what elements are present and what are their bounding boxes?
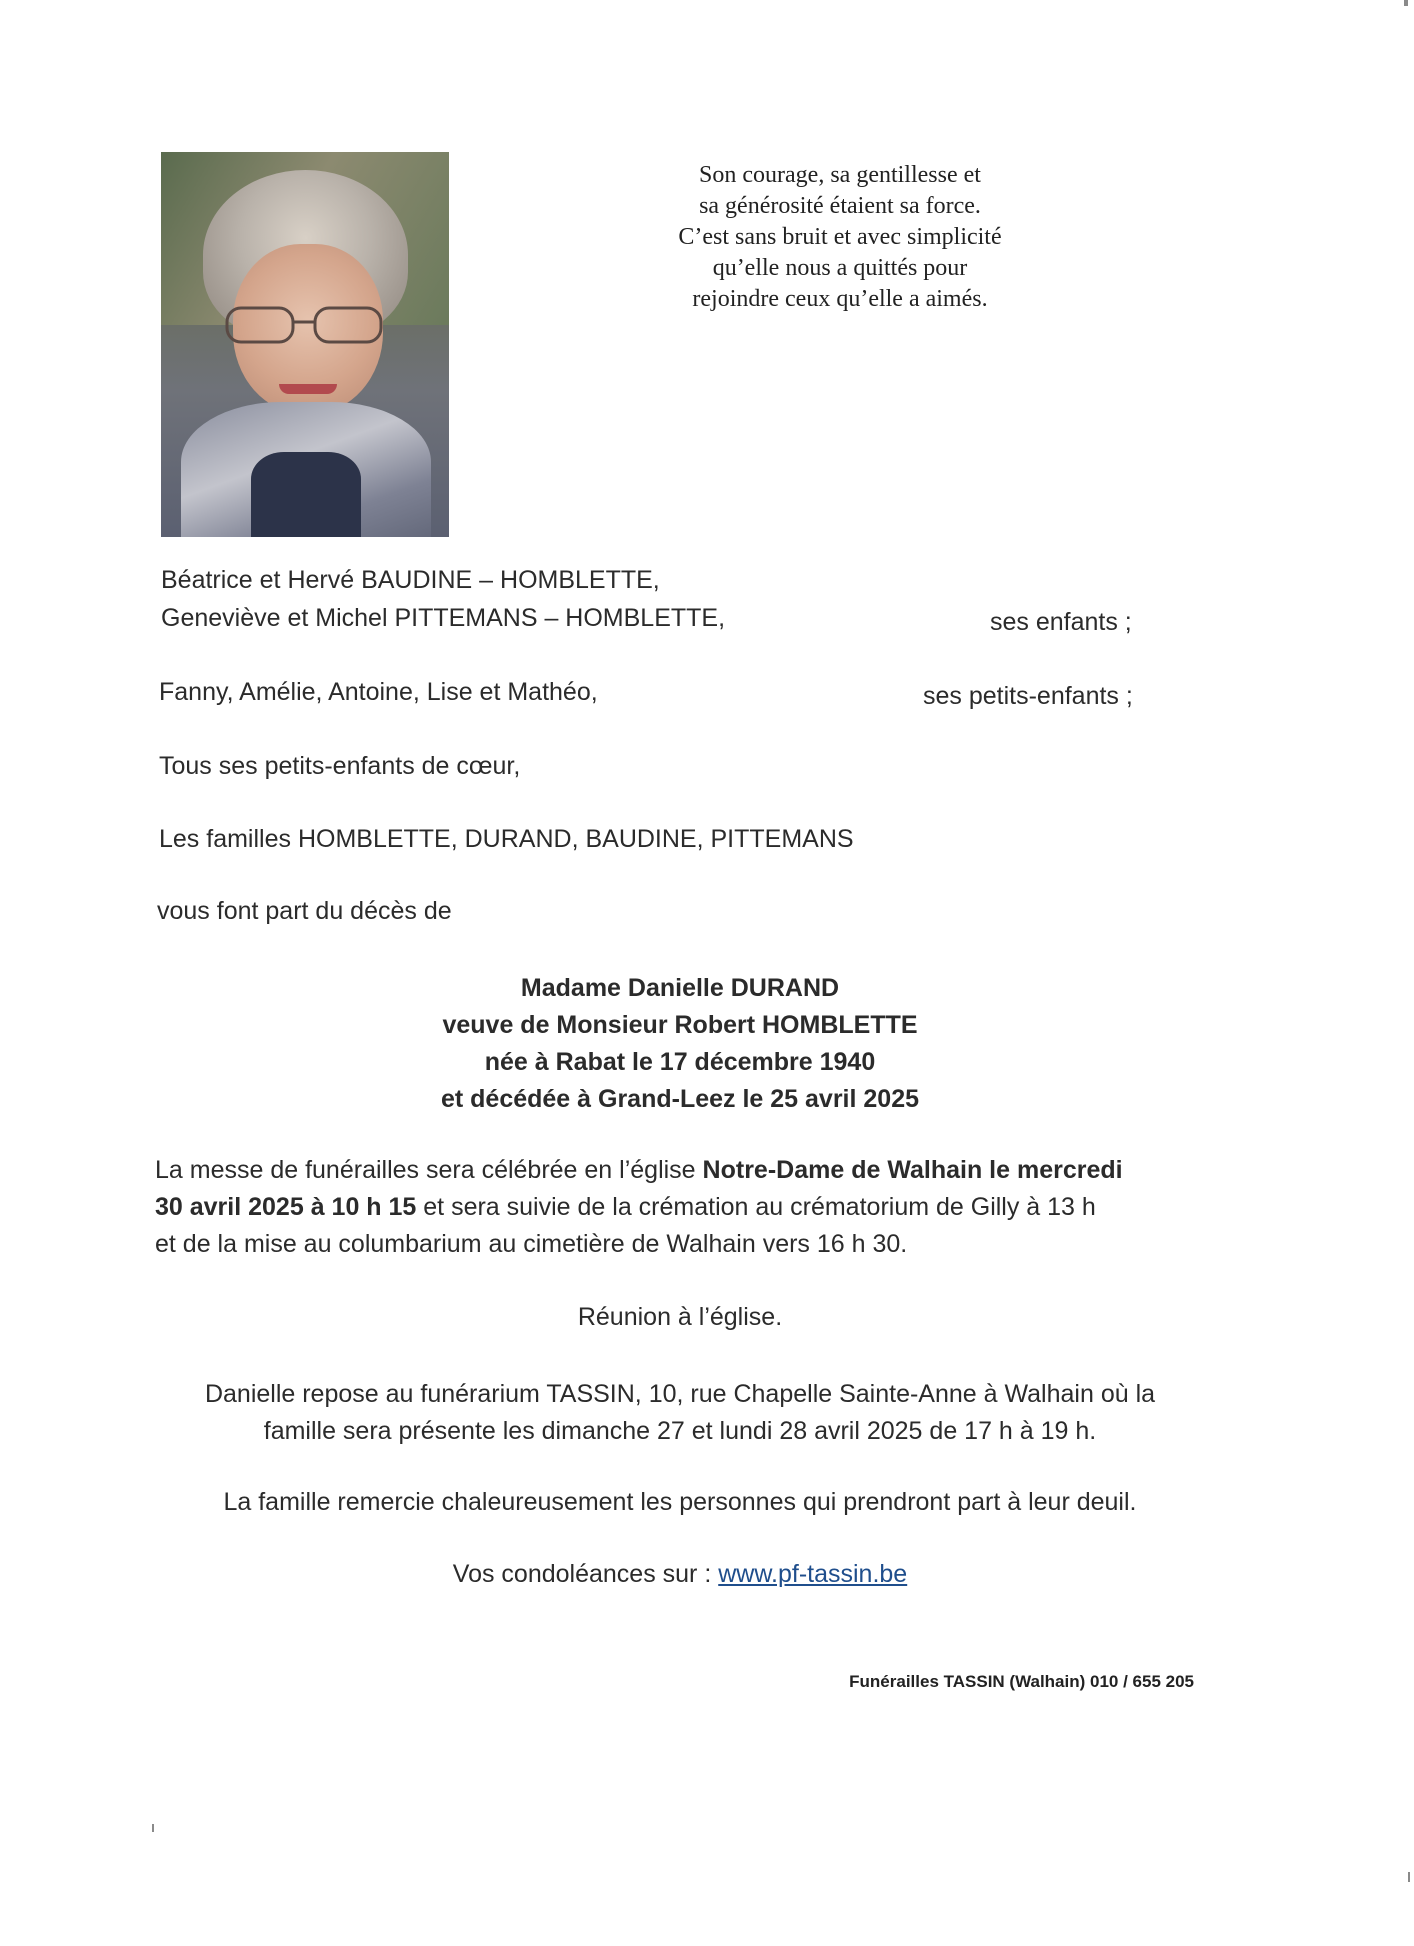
funeral-text: et de la mise au columbarium au cimetière de Walhain vers 16 h 30. xyxy=(155,1230,908,1258)
scan-speck xyxy=(1404,0,1408,6)
grandchildren-line: Fanny, Amélie, Antoine, Lise et Mathéo, xyxy=(159,678,598,706)
rest-paragraph xyxy=(140,1376,1220,1450)
deceased-block xyxy=(300,970,1060,1118)
children-line-2: Geneviève et Michel PITTEMANS – HOMBLETTE, xyxy=(161,604,726,632)
children-role: ses enfants ; xyxy=(990,608,1132,636)
poem-line: sa générosité étaient sa force. xyxy=(699,193,981,219)
portrait-photo xyxy=(161,152,449,537)
funeral-church: Notre-Dame de Walhain le mercredi xyxy=(702,1156,1123,1184)
deceased-died: et décédée à Grand-Leez le 25 avril 2025 xyxy=(440,1085,920,1113)
poem-line: rejoindre ceux qu’elle a aimés. xyxy=(692,286,988,312)
photo-mouth xyxy=(279,384,337,394)
photo-sweater xyxy=(251,452,361,537)
thanks-text: La famille remercie chaleureusement les personnes qui prendront part à leur deuil. xyxy=(223,1488,1137,1516)
rest-line: famille sera présente les dimanche 27 et lundi 28 avril 2025 de 17 h à 19 h. xyxy=(263,1417,1097,1445)
funeral-date: 30 avril 2025 à 10 h 15 xyxy=(155,1193,417,1221)
condolences-link[interactable]: www.pf-tassin.be xyxy=(718,1560,908,1588)
heart-grandchildren-line: Tous ses petits-enfants de cœur, xyxy=(159,752,521,780)
poem-line: Son courage, sa gentillesse et xyxy=(699,162,981,188)
children-line-1: Béatrice et Hervé BAUDINE – HOMBLETTE, xyxy=(161,566,660,594)
meeting-line xyxy=(140,1299,1220,1336)
rest-line: Danielle repose au funérarium TASSIN, 10, rue Chapelle Sainte-Anne à Walhain où la xyxy=(204,1380,1156,1408)
poem-line: C’est sans bruit et avec simplicité xyxy=(678,224,1002,250)
thanks-line xyxy=(140,1484,1220,1521)
deceased-widow: veuve de Monsieur Robert HOMBLETTE xyxy=(442,1011,918,1039)
deceased-born: née à Rabat le 17 décembre 1940 xyxy=(484,1048,876,1076)
condolences-label: Vos condoléances sur : xyxy=(452,1560,719,1588)
announce-line: vous font part du décès de xyxy=(157,897,452,925)
photo-glasses xyxy=(217,302,393,350)
meeting-text: Réunion à l’église. xyxy=(577,1303,783,1331)
poem-line: qu’elle nous a quittés pour xyxy=(712,255,968,281)
scan-speck xyxy=(152,1824,154,1832)
funeral-paragraph xyxy=(155,1152,1215,1263)
funeral-text: La messe de funérailles sera célébrée en l’église xyxy=(155,1156,703,1184)
grandchildren-role: ses petits-enfants ; xyxy=(923,682,1133,710)
families-line: Les familles HOMBLETTE, DURAND, BAUDINE, PITTEMANS xyxy=(159,825,854,853)
poem xyxy=(620,160,1060,315)
footer-contact: Funérailles TASSIN (Walhain) 010 / 655 205 xyxy=(849,1672,1194,1691)
deceased-name: Madame Danielle DURAND xyxy=(520,974,840,1002)
condolences-line xyxy=(140,1556,1220,1593)
scan-speck xyxy=(1408,1872,1410,1882)
funeral-text: et sera suivie de la crémation au crématorium de Gilly à 13 h xyxy=(416,1193,1096,1221)
